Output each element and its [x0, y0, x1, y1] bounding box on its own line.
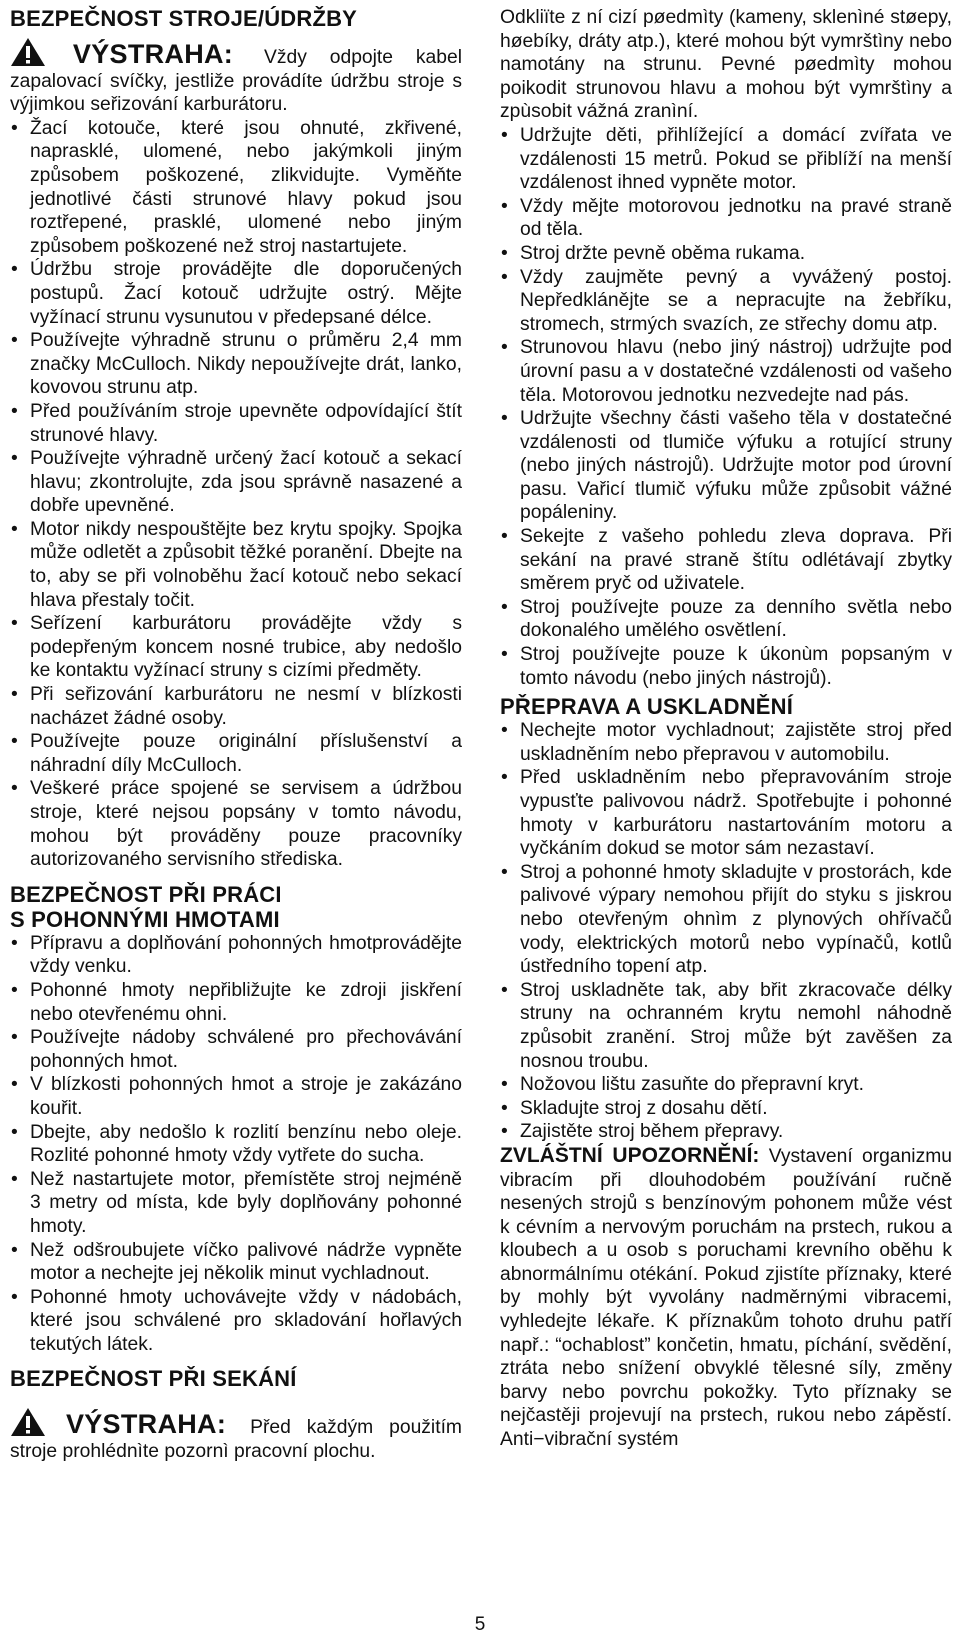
list-item: • Používejte nádoby schválené pro přechovávání pohonných hmot.	[10, 1026, 462, 1073]
special-notice-text: Vystavení organizmu vibracím při dlouhodobém používání ručně nesených strojů s benzínovým pohonem může vést k cévním a nervovým poruchám na prstech, rukou a kloubech a u osob s poruchami krevního oběhu k abnormálnímu otékání. Pokud zjistíte příznaky, které by mohly být vyvolány nadměrnými vibracemi, vyhledejte lékaře. K příznakům tohoto druhu patří např.: “ochablost” končetin, hmatu, píchání, svědění, ztráta nebo snížení obvyklé tělesné síly, změny barvy nebo povrchu pokožky. Tyto příznaky se nejčastěji projevují na prstech, rukou nebo zápěstí. Anti−vibrační systém	[500, 1145, 952, 1451]
list-item: • Stroj a pohonné hmoty skladujte v prostorách, kde palivové výpary nemohou přijít do styku s jiskrou nebo otevřeným ohnìm z plynových ohřívačů vody, elektrických motorů nebo vypínačů, kotlů ústředního topení atp.	[500, 861, 952, 979]
list-item: • Vždy zaujměte pevný a vyvážený postoj. Nepředklánějte se a nepracujte na žebříku, stromech, strmých svazích, ze střechy domu atp.	[500, 266, 952, 337]
fuel-list	[10, 932, 462, 1357]
list-item: • Používejte výhradně strunu o průměru 2,4 mm značky McCulloch. Nikdy nepoužívejte drát, lanko, kovovou strunu atp.	[10, 329, 462, 400]
list-item: • Žací kotouče, které jsou ohnuté, zkřivené, naprasklé, ulomené, nebo jakýmkoli jiným způsobem poškozené, zlikvidujte. Vyměňte jednotlivé části strunové hlavy pokud jsou roztřepené, prasklé, ulomené nebo jiným způsobem poškozené než stroj nastartujete.	[10, 117, 462, 259]
warning-block-2	[10, 1407, 462, 1463]
list-item: • Veškeré práce spojené se servisem a údržbou stroje, které nejsou popsány v tomto návodu, mohou být prováděny pouze pracovníky autorizovaného servisního střediska.	[10, 777, 462, 871]
transport-list	[500, 719, 952, 1144]
left-column	[10, 6, 462, 1464]
warning-1-title: VÝSTRAHA:	[72, 39, 234, 69]
list-item: • Nožovou lištu zasuňte do přepravní kryt.	[500, 1073, 952, 1097]
cutting-list	[500, 124, 952, 690]
warning-1-text: Vždy odpojte kabel zapalovací svíčky, jestliže provádíte údržbu stroje s výjimkou seřizování karburátoru.	[10, 47, 462, 116]
list-item: • Při seřizování karburátoru ne nesmí v blízkosti nacházet žádné osoby.	[10, 683, 462, 730]
list-item: • Dbejte, aby nedošlo k rozlití benzínu nebo oleje. Rozlité pohonné hmoty vždy vytřete do sucha.	[10, 1121, 462, 1168]
heading-fuel-safety-line2: S POHONNÝMI HMOTAMI	[10, 906, 280, 932]
heading-transport-storage: PŘEPRAVA A USKLADNĚNÍ	[500, 694, 794, 720]
list-item: • Udržujte všechny části vašeho těla v dostatečné vzdálenosti od tlumiče výfuku a rotující struny (nebo jiných nástrojů). Udržujte motor pod úrovní pasu. Vařicí tlumič výfuku může způsobit vážné popáleniny.	[500, 407, 952, 525]
list-item: • Používejte výhradně určený žací kotouč a sekací hlavu; zkontrolujte, zda jsou správně nasazené a dobře upevněné.	[10, 447, 462, 518]
special-notice	[500, 1144, 952, 1452]
list-item: • Stroj uskladněte tak, aby břit zkracovače délky struny na ochranném krytu nemohl náhodně způsobit zranění. Stroj může být zavěšen za nosnou troubu.	[500, 979, 952, 1073]
list-item: • Před uskladněním nebo přepravováním stroje vypusťte palivovou nádrž. Spotřebujte i pohonné hmoty v karburátoru nastartováním motoru a vyčkáním dokud se motor sám nezastaví.	[500, 766, 952, 860]
right-column	[500, 6, 952, 1452]
warning-2-text: Před každým použitím stroje prohlédnìte pozornì pracovní plochu.	[10, 1417, 462, 1463]
list-item: • Používejte pouze originální příslušenství a náhradní díly McCulloch.	[10, 730, 462, 777]
list-item: • Pohonné hmoty nepřibližujte ke zdroji jiskření nebo otevřenému ohni.	[10, 979, 462, 1026]
maintenance-list	[10, 117, 462, 872]
list-item: • Motor nikdy nespouštějte bez krytu spojky. Spojka může odletět a způsobit těžké poranění. Dbejte na to, aby se při volnoběhu žací kotouč nebo sekací hlava přestaly točit.	[10, 518, 462, 612]
page-number: 5	[474, 1614, 486, 1635]
warning-1	[10, 37, 462, 117]
special-notice-title: ZVLÁŠTNÍ UPOZORNĚNÍ:	[500, 1143, 760, 1167]
list-item: • Vždy mějte motorovou jednotku na pravé straně od těla.	[500, 195, 952, 242]
list-item: • Údržbu stroje provádějte dle doporučených postupů. Žací kotouč udržujte ostrý. Mějte vyžínací strunu vysunutou v předepsané délce.	[10, 258, 462, 329]
warning-block-1	[10, 37, 462, 117]
heading-fuel-safety-line1: BEZPEČNOST PŘI PRÁCI	[10, 881, 282, 907]
list-item: • Strunovou hlavu (nebo jiný nástroj) udržujte pod úrovní pasu a v dostatečné vzdálenosti od vašeho těla. Motorovou jednotku nezvedejte nad pás.	[500, 336, 952, 407]
list-item: • Seřízení karburátoru provádějte vždy s podepřeným koncem nosné trubice, aby nedošlo ke kontaktu vyžínací struny s cizími předměty.	[10, 612, 462, 683]
warning-2	[10, 1407, 462, 1463]
list-item: • V blízkosti pohonných hmot a stroje je zakázáno kouřit.	[10, 1073, 462, 1120]
list-item: • Před používáním stroje upevněte odpovídající štít strunové hlavy.	[10, 400, 462, 447]
intro-paragraph: Odkliïte z ní cizí pøedmìty (kameny, sklenìné støepy, høebíky, dráty atp.), které mohou být vymrštìny nebo namotány na strunu. Pevné pøedmìty mohou poikodit strunovou hlavu a mohou být vymrštìny a zpùsobit vážná zranìní.	[500, 7, 952, 123]
warning-triangle-icon	[10, 37, 46, 67]
list-item: • Stroj držte pevně oběma rukama.	[500, 242, 952, 266]
list-item: • Než odšroubujete víčko palivové nádrže vypněte motor a nechejte jej několik minut vychladnout.	[10, 1239, 462, 1286]
list-item: • Stroj používejte pouze k úkonùm popsaným v tomto návodu (nebo jiných nástrojů).	[500, 643, 952, 690]
warning-2-title: VÝSTRAHA:	[65, 1409, 227, 1440]
warning-triangle-icon	[10, 1407, 46, 1437]
list-item: • Přípravu a doplňování pohonných hmotprovádějte vždy venku.	[10, 932, 462, 979]
heading-cutting-safety: BEZPEČNOST PŘI SEKÁNÍ	[10, 1366, 297, 1392]
list-item: • Skladujte stroj z dosahu dětí.	[500, 1097, 952, 1121]
list-item: • Pohonné hmoty uchovávejte vždy v nádobách, které jsou schválené pro skladování hořlavých tekutých látek.	[10, 1286, 462, 1357]
list-item: • Udržujte děti, přihlížející a domácí zvířata ve vzdálenosti 15 metrů. Pokud se přiblíží na menší vzdálenost ihned vypněte motor.	[500, 124, 952, 195]
heading-machine-safety: BEZPEČNOST STROJE/ÚDRŽBY	[10, 6, 358, 31]
list-item: • Sekejte z vašeho pohledu zleva doprava. Při sekání na pravé straně štítu odlétávají zbytky směrem pryč od uživatele.	[500, 525, 952, 596]
list-item: • Nechejte motor vychladnout; zajistěte stroj před uskladněním nebo přepravou v automobilu.	[500, 719, 952, 766]
list-item: • Zajistěte stroj během přepravy.	[500, 1120, 952, 1144]
list-item: • Než nastartujete motor, přemístěte stroj nejméně 3 metry od místa, kde byly doplňovány pohonné hmoty.	[10, 1168, 462, 1239]
list-item: • Stroj používejte pouze za denního světla nebo dokonalého umělého osvětlení.	[500, 596, 952, 643]
